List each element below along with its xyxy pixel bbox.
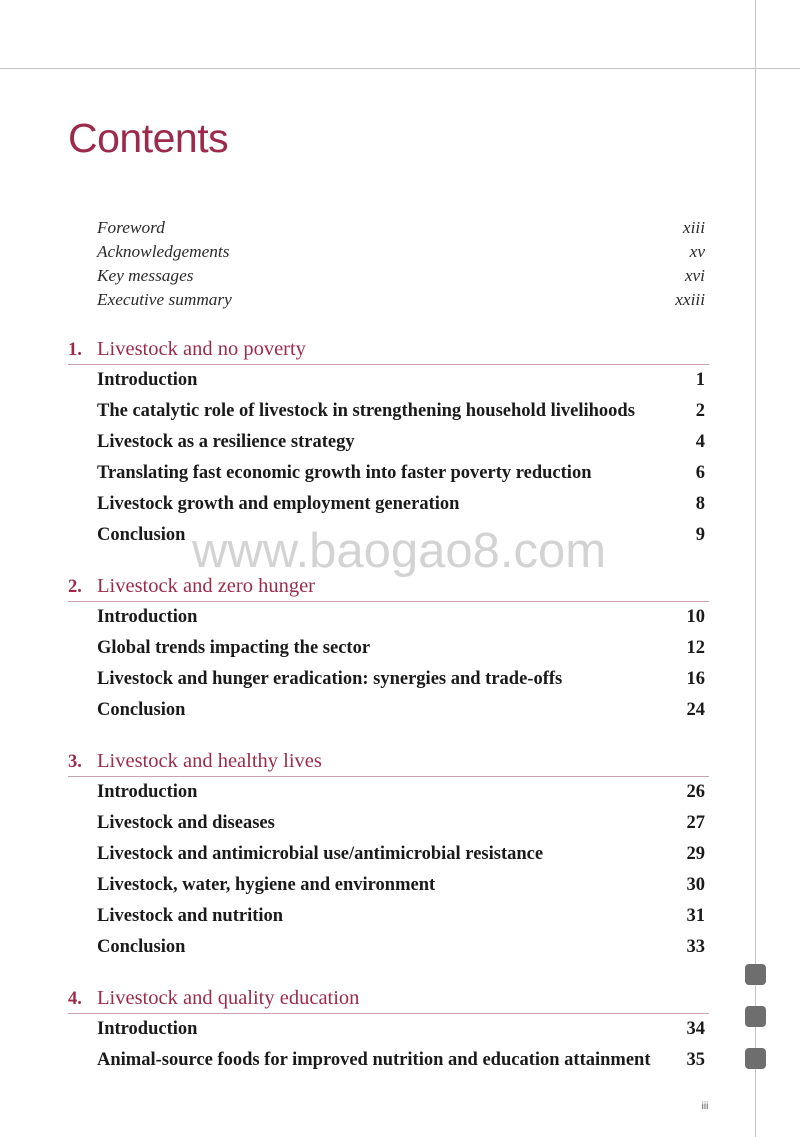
toc-entry-page: 2 [695,401,705,421]
toc-entry[interactable] [68,808,709,839]
toc-entry-page: 4 [695,432,705,452]
toc-entry-title: Livestock and nutrition [97,906,284,926]
front-matter-page: xv [689,242,705,261]
toc-entry-title: Conclusion [97,525,186,545]
toc-entry[interactable] [68,870,709,901]
toc-entry[interactable] [68,695,709,726]
page-title: Contents [68,115,229,161]
toc-entry-page: 24 [686,700,705,720]
toc-entry[interactable] [68,901,709,932]
toc-entry-title: Livestock as a resilience strategy [97,432,355,452]
toc-entry-page: 8 [695,494,705,514]
chapter-title: Livestock and no poverty [97,338,306,360]
front-matter-page: xxiii [675,290,705,309]
toc-entry[interactable] [68,602,709,633]
chapter-heading[interactable] [68,985,709,1014]
toc-entry-page: 27 [686,813,705,833]
toc-entry[interactable] [68,427,709,458]
front-matter-label: Key messages [97,266,194,285]
chapter-title: Livestock and zero hunger [97,575,316,597]
toc-entry[interactable] [68,932,709,963]
toc-entry-title: Livestock and antimicrobial use/antimicrobial resistance [97,844,544,864]
toc-entry-title: Livestock and hunger eradication: synergies and trade-offs [97,669,563,689]
thumb-tab [745,1006,766,1027]
front-matter-page: xvi [684,266,705,285]
watermark: www.baogao8.com [192,524,607,578]
toc-entry-page: 29 [686,844,705,864]
chapter-2 [68,573,709,726]
chapter-heading[interactable] [68,573,709,602]
toc-entry[interactable] [68,365,709,396]
toc-entry-page: 1 [695,370,705,390]
toc-entry[interactable] [68,458,709,489]
toc-entry-title: Introduction [97,607,198,627]
toc-entry-page: 31 [686,906,705,926]
chapter-4 [68,985,709,1076]
header-rule [0,68,800,69]
chapter-number: 3. [68,752,82,772]
front-matter-label: Executive summary [97,290,232,309]
toc-entry-page: 33 [686,937,705,957]
toc-entry-title: Translating fast economic growth into faster poverty reduction [97,463,592,483]
toc-entry[interactable] [68,489,709,520]
toc-entry[interactable] [68,396,709,427]
toc-entry-page: 34 [686,1019,705,1039]
toc-entry-title: Livestock growth and employment generation [97,494,460,514]
chapter-number: 4. [68,989,82,1009]
toc-entry-title: Conclusion [97,700,186,720]
toc-entry-page: 6 [695,463,705,483]
toc-entry-title: Conclusion [97,937,186,957]
front-matter-item-executive-summary[interactable] [97,288,705,312]
toc-entry-page: 10 [686,607,705,627]
page-number: iii [701,1101,709,1112]
thumb-tab [745,1048,766,1069]
thumb-tab [745,964,766,985]
toc-entry[interactable] [68,664,709,695]
front-matter-item-foreword[interactable] [97,216,705,240]
chapter-title: Livestock and quality education [97,987,360,1009]
toc-entry-title: Introduction [97,782,198,802]
front-matter-item-key-messages[interactable] [97,264,705,288]
chapter-title: Livestock and healthy lives [97,750,322,772]
toc-entry-title: Livestock, water, hygiene and environment [97,875,436,895]
front-matter-page: xiii [682,218,705,237]
toc-entry[interactable] [68,777,709,808]
chapter-3 [68,748,709,963]
toc-entry[interactable] [68,520,709,551]
chapter-number: 2. [68,577,82,597]
toc-entry[interactable] [68,633,709,664]
toc-entry-title: The catalytic role of livestock in strengthening household livelihoods [97,401,635,421]
chapter-1 [68,336,709,551]
toc-entry-title: Livestock and diseases [97,813,275,833]
front-matter-label: Foreword [97,218,165,237]
toc-entry-page: 16 [686,669,705,689]
toc-entry[interactable] [68,1014,709,1045]
chapter-list [68,336,709,1076]
chapter-heading[interactable] [68,336,709,365]
front-matter-item-acknowledgements[interactable] [97,240,705,264]
toc-entry-page: 26 [686,782,705,802]
toc-entry-page: 30 [686,875,705,895]
front-matter-label: Acknowledgements [97,242,230,261]
chapter-heading[interactable] [68,748,709,777]
toc-entry[interactable] [68,839,709,870]
toc-entry-page: 35 [686,1050,705,1070]
toc-entry-page: 12 [686,638,705,658]
toc-entry-title: Introduction [97,1019,198,1039]
toc-entry-title: Animal-source foods for improved nutrition and education attainment [97,1050,651,1070]
front-matter-list [97,216,705,312]
toc-entry[interactable] [68,1045,709,1076]
chapter-number: 1. [68,340,82,360]
toc-entry-title: Introduction [97,370,198,390]
toc-entry-page: 9 [695,525,705,545]
toc-entry-title: Global trends impacting the sector [97,638,371,658]
